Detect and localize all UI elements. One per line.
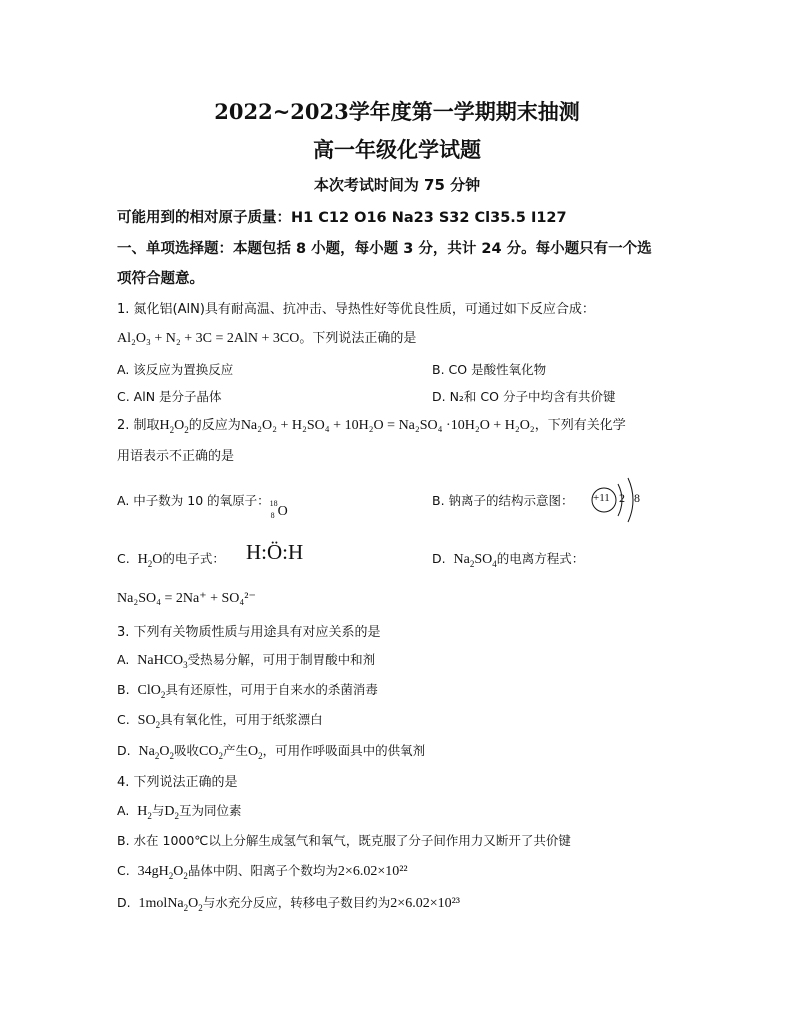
- section-heading-line1: 一、单项选择题：本题包括 8 小题，每小题 3 分，共计 24 分。每小题只有一个选: [117, 241, 652, 257]
- q3-option-b-text: 具有还原性，可用于自来水的杀菌消毒: [165, 682, 378, 697]
- q1-option-d: D. N₂和 CO 分子中均含有共价键: [432, 389, 616, 404]
- q4-option-b: B. 水在 1000℃以上分解生成氢气和氧气，既克服了分子间作用力又断开了共价键: [117, 833, 571, 848]
- q3-option-d-mid1: 吸收: [174, 743, 200, 758]
- water-electron-formula: [246, 540, 303, 565]
- q1-equation: Al₂O₃ + N₂ + 3C = 2AlN + 3CO: [117, 331, 300, 346]
- exam-time: 本次考试时间为 75 分钟: [313, 176, 481, 194]
- q4-option-a: A. $H_2$与$D_2$互为同位素: [117, 803, 242, 821]
- q3-option-d-tail: ，可用作呼吸面具中的供氧剂: [262, 743, 426, 758]
- q2-option-d: D. $Na_2SO_4$的电离方程式：: [432, 551, 585, 569]
- q4-h2o2-mass: $34gH_2O_2$: [137, 864, 188, 881]
- q1-option-c: C. AlN 是分子晶体: [117, 389, 222, 404]
- q3-option-b: B. ClO$_2$具有还原性，可用于自来水的杀菌消毒: [117, 682, 378, 700]
- q4-d2: $D_2$: [164, 804, 180, 821]
- q2-equation: Na₂O₂ + H₂SO₄ + 10H₂O = Na₂SO₄ ·10H₂O + H₂O₂: [240, 418, 535, 433]
- q4-option-c-value: 2×6.02×10²²: [337, 864, 408, 879]
- q3-o2: $O_2$: [247, 744, 263, 761]
- q2-h2o2: $H_2O_2$: [159, 418, 189, 435]
- q4-na2o2-mol: $1molNa_2O_2$: [138, 896, 203, 913]
- q3-co2: $CO_2$: [199, 744, 223, 761]
- q3-so2: $SO_2$: [137, 713, 161, 730]
- q2-option-c-text: 的电子式：: [162, 551, 225, 566]
- q4-stem: 4. 下列说法正确的是: [117, 775, 238, 790]
- q1-stem: 1. 氮化铝(AlN)具有耐高温、抗冲击、导热性好等优良性质，可通过如下反应合成：: [117, 302, 595, 317]
- q3-option-d: D. $Na_2O_2$吸收$CO_2$产生$O_2$，可用作呼吸面具中的供氧剂: [117, 743, 426, 761]
- q2-option-b: [432, 491, 574, 509]
- q3-option-c-text: 具有氧化性，可用于纸浆漂白: [160, 712, 323, 727]
- q3-option-c: C. $SO_2$具有氧化性，可用于纸浆漂白: [117, 712, 323, 730]
- q2-option-b-text: B. 钠离子的结构示意图：: [432, 493, 574, 508]
- sodium-ion-diagram: [588, 472, 648, 528]
- q2-stem-prefix: 2. 制取: [117, 418, 160, 433]
- q3-clo2: ClO$_2$: [137, 683, 166, 700]
- exam-title: 2022~2023学年度第一学期期末抽测: [214, 99, 580, 124]
- q4-option-a-tail: 互为同位素: [179, 803, 242, 818]
- q4-option-d: D. $1molNa_2O_2$与水充分反应，转移电子数目约为2×6.02×10²³: [117, 895, 460, 913]
- q4-option-c: C. $34gH_2O_2$晶体中阴、阳离子个数均为2×6.02×10²²: [117, 863, 408, 881]
- q3-option-a: A. NaHCO$_3$受热易分解，可用于制胃酸中和剂: [117, 652, 376, 670]
- q2-option-d-text: 的电离方程式：: [496, 551, 585, 566]
- q2-stem-mid: 的反应为: [188, 418, 241, 433]
- q4-h2: $H_2$: [137, 804, 152, 821]
- q1-equation-line: [117, 327, 416, 347]
- q1-stem-tail: 。下列说法正确的是: [299, 331, 417, 346]
- q2-option-a-text: A. 中子数为 10 的氧原子：: [117, 493, 270, 508]
- q3-nahco3: NaHCO$_3$: [137, 653, 188, 670]
- q3-stem: 3. 下列有关物质性质与用途具有对应关系的是: [117, 625, 381, 640]
- q3-na2o2: $Na_2O_2$: [138, 744, 174, 761]
- q2-stem-tail: ，下列有关化学: [534, 418, 626, 433]
- q2-stem: [117, 414, 626, 435]
- q4-option-c-mid: 晶体中阴、阳离子个数均为: [187, 863, 338, 878]
- q4-option-d-value: 2×6.02×10²³: [390, 896, 460, 911]
- section-heading-line2: 项符合题意。: [117, 271, 204, 287]
- q1-option-b: B. CO 是酸性氧化物: [432, 362, 547, 377]
- exam-subtitle: 高一年级化学试题: [313, 138, 481, 162]
- q1-option-a: A. 该反应为置换反应: [117, 362, 234, 377]
- q4-option-a-mid: 与: [151, 803, 165, 818]
- sodium-electron-shells: 2 8: [619, 491, 643, 505]
- q3-option-d-mid2: 产生: [222, 743, 248, 758]
- q4-option-d-mid: 与水充分反应，转移电子数目约为: [202, 895, 391, 910]
- sodium-nucleus-charge: +11: [593, 492, 610, 504]
- water-electron-formula-text: H:Ö:H: [246, 540, 304, 564]
- q2-option-d-equation: Na₂SO₄ = 2Na⁺ + SO₄²⁻: [117, 591, 256, 606]
- q2-water-formula: $H_2O$: [137, 552, 163, 569]
- q3-option-a-text: 受热易分解，可用于制胃酸中和剂: [187, 652, 376, 667]
- atomic-masses: 可能用到的相对原子质量：H1 C12 O16 Na23 S32 Cl35.5 I127: [117, 210, 567, 226]
- q2-sodium-sulfate: $Na_2SO_4$: [453, 552, 497, 569]
- q2-option-c: C. $H_2O$的电子式：: [117, 551, 225, 569]
- q2-option-a: A. 中子数为 10 的氧原子： 18 8 O: [117, 493, 288, 520]
- q2-stem-line2: 用语表示不正确的是: [117, 449, 235, 464]
